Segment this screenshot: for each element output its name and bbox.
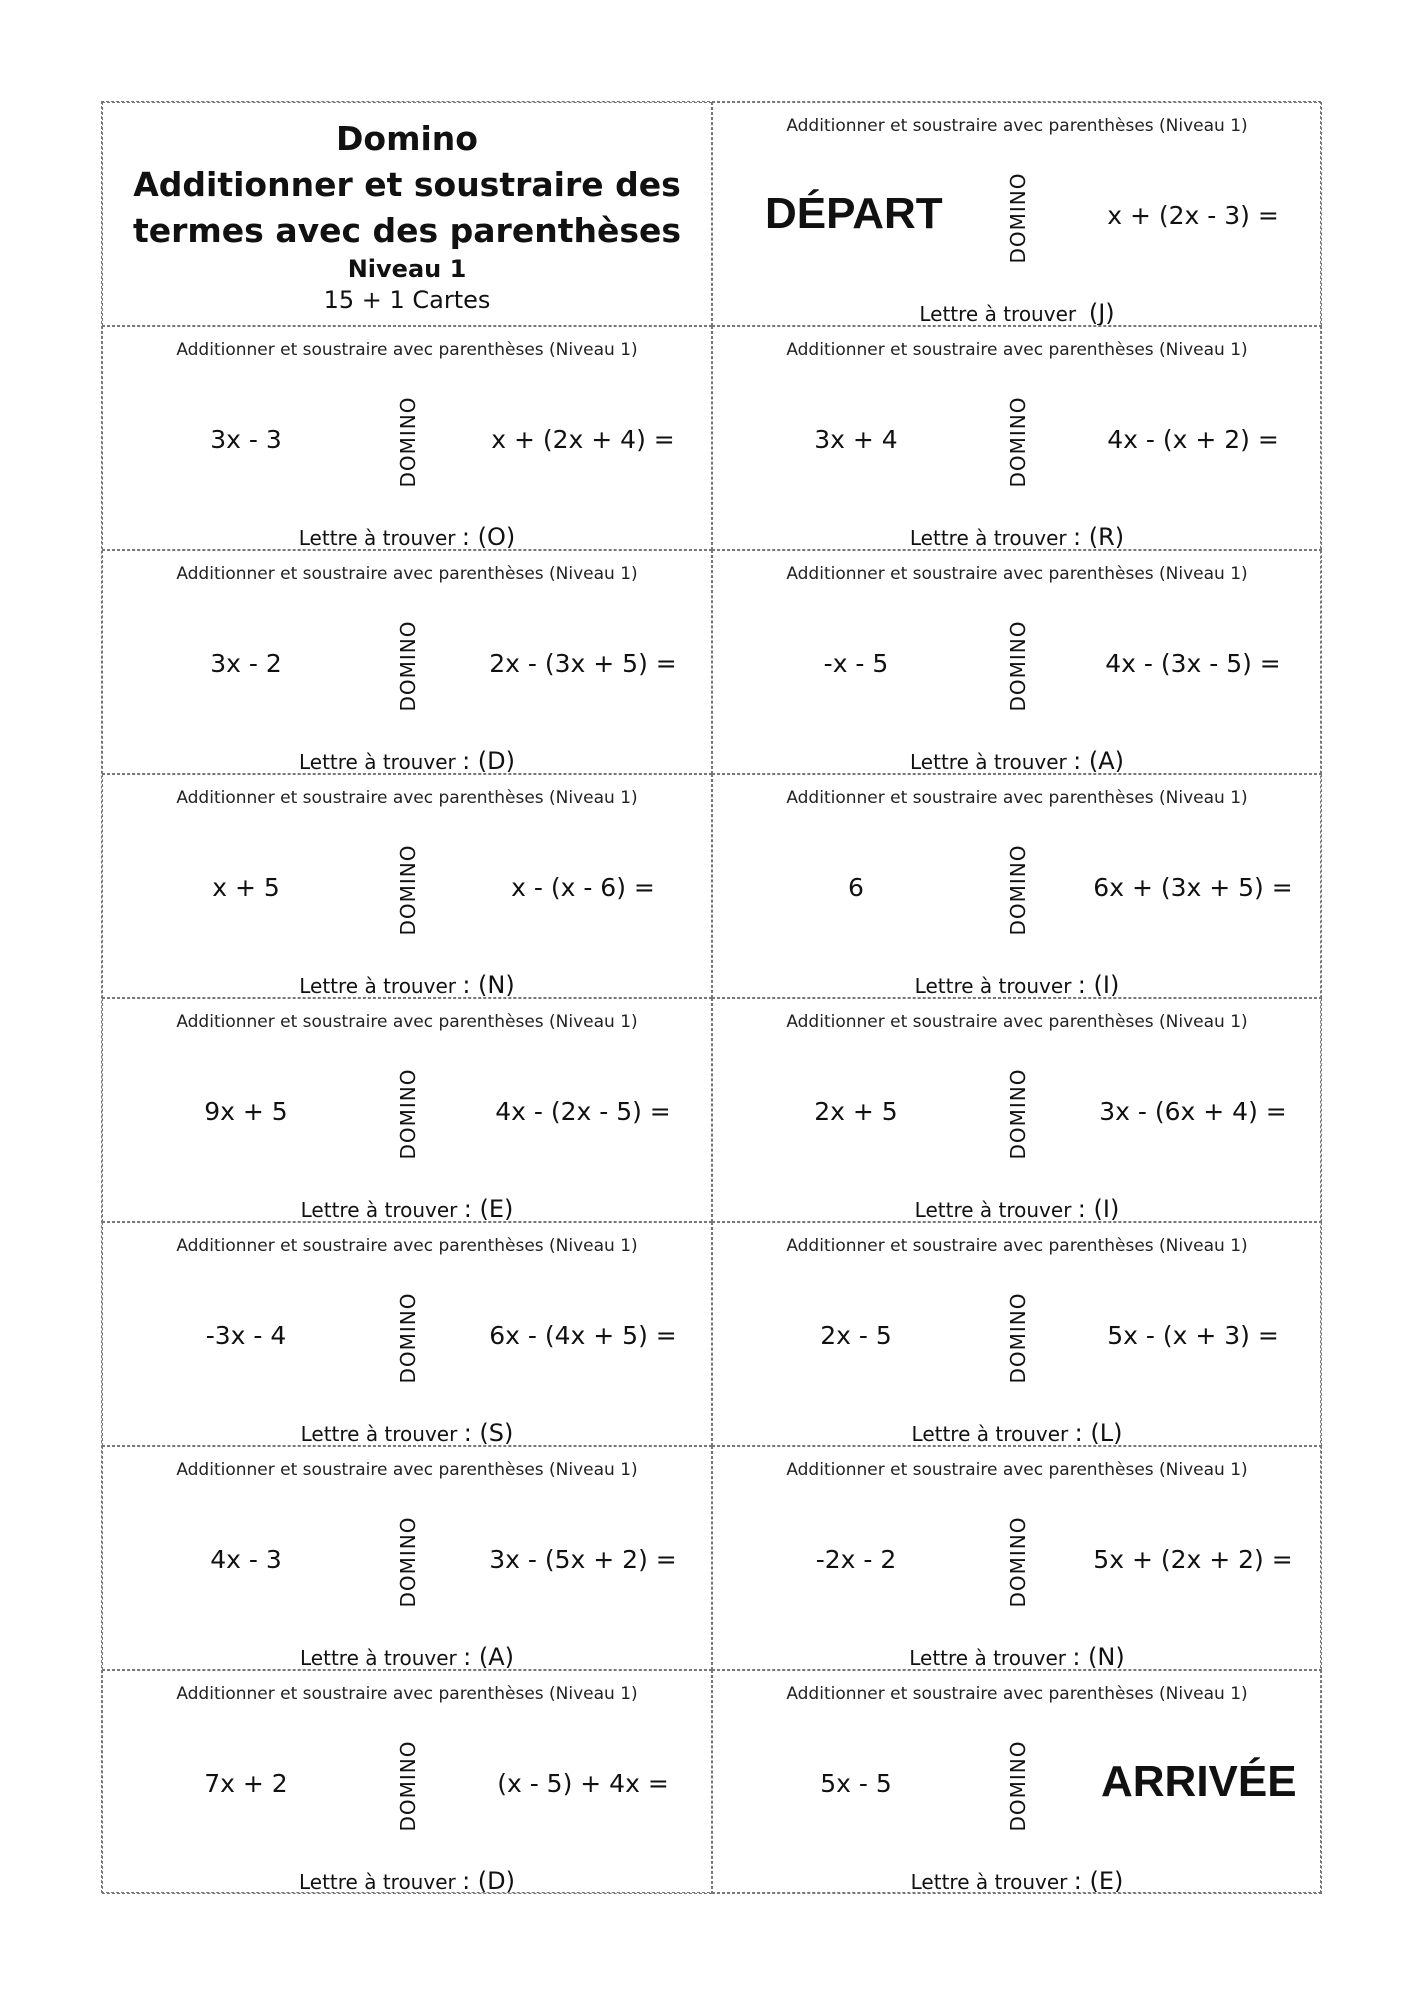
letter-prefix: Lettre à trouver bbox=[909, 526, 1067, 550]
card-question: 6x - (4x + 5) = bbox=[489, 1321, 677, 1350]
card-header: Additionner et soustraire avec parenthèses (Niveau 1) bbox=[786, 340, 1248, 360]
card-answer: x + 5 bbox=[212, 873, 280, 902]
letter-prefix: Lettre à trouver bbox=[911, 1422, 1069, 1446]
letter-code: : (I) bbox=[1077, 1195, 1120, 1222]
letter-code: : (E) bbox=[463, 1195, 514, 1222]
letter-code: : (D) bbox=[462, 747, 516, 774]
domino-label: DOMINO bbox=[1006, 620, 1030, 712]
letter-line bbox=[103, 1419, 711, 1446]
letter-prefix: Lettre à trouver bbox=[299, 974, 456, 998]
domino-label: DOMINO bbox=[396, 1292, 420, 1384]
card-header: Additionner et soustraire avec parenthèses (Niveau 1) bbox=[786, 1460, 1248, 1480]
letter-line bbox=[713, 1195, 1321, 1222]
domino-label: DOMINO bbox=[1006, 1068, 1030, 1160]
title-card bbox=[102, 102, 712, 326]
domino-card bbox=[712, 998, 1322, 1222]
card-answer: 2x - 5 bbox=[820, 1321, 892, 1350]
start-card bbox=[712, 102, 1322, 326]
card-answer: -2x - 2 bbox=[815, 1545, 897, 1574]
letter-prefix: Lettre à trouver bbox=[300, 1422, 458, 1446]
card-header: Additionner et soustraire avec parenthèses (Niveau 1) bbox=[176, 340, 638, 360]
card-header: Additionner et soustraire avec parenthèses (Niveau 1) bbox=[786, 116, 1248, 136]
card-question: (x - 5) + 4x = bbox=[497, 1769, 669, 1798]
title-line-1: Domino bbox=[336, 119, 478, 158]
card-header: Additionner et soustraire avec parenthèses (Niveau 1) bbox=[176, 1684, 638, 1704]
letter-line bbox=[103, 1195, 711, 1222]
letter-prefix: Lettre à trouver bbox=[914, 1198, 1072, 1222]
domino-card bbox=[102, 1222, 712, 1446]
card-header: Additionner et soustraire avec parenthèses (Niveau 1) bbox=[176, 788, 638, 808]
domino-label: DOMINO bbox=[1006, 1516, 1030, 1608]
letter-line bbox=[103, 747, 711, 774]
letter-prefix: Lettre à trouver bbox=[300, 1198, 458, 1222]
domino-card bbox=[712, 774, 1322, 998]
card-header: Additionner et soustraire avec parenthèses (Niveau 1) bbox=[176, 564, 638, 584]
letter-code: : (I) bbox=[1077, 971, 1120, 998]
card-header: Additionner et soustraire avec parenthèses (Niveau 1) bbox=[176, 1236, 638, 1256]
letter-prefix: Lettre à trouver bbox=[910, 750, 1067, 774]
card-question: 4x - (3x - 5) = bbox=[1105, 649, 1281, 678]
card-question: x - (x - 6) = bbox=[511, 873, 655, 902]
title-line-2: Additionner et soustraire des bbox=[133, 165, 681, 204]
domino-card bbox=[102, 1446, 712, 1670]
card-header: Additionner et soustraire avec parenthèses (Niveau 1) bbox=[176, 1012, 638, 1032]
card-question: 3x - (5x + 2) = bbox=[489, 1545, 677, 1574]
letter-line bbox=[713, 747, 1321, 774]
domino-label: DOMINO bbox=[1006, 1292, 1030, 1384]
letter-prefix: Lettre à trouver bbox=[298, 1870, 456, 1894]
card-question: 3x - (6x + 4) = bbox=[1099, 1097, 1287, 1126]
card-answer: 2x + 5 bbox=[814, 1097, 898, 1126]
card-header: Additionner et soustraire avec parenthèses (Niveau 1) bbox=[786, 788, 1248, 808]
card-answer: 3x + 4 bbox=[814, 425, 898, 454]
letter-line bbox=[713, 971, 1321, 998]
end-card bbox=[712, 1670, 1322, 1894]
card-answer: -3x - 4 bbox=[205, 1321, 287, 1350]
letter-prefix: Lettre à trouver bbox=[909, 1646, 1066, 1670]
card-header: Additionner et soustraire avec parenthèses (Niveau 1) bbox=[176, 1460, 638, 1480]
domino-label: DOMINO bbox=[396, 396, 420, 488]
card-question: 5x - (x + 3) = bbox=[1107, 1321, 1279, 1350]
card-question: x + (2x - 3) = bbox=[1107, 201, 1279, 230]
start-label: DÉPART bbox=[765, 189, 943, 238]
letter-line bbox=[713, 1419, 1321, 1446]
letter-code: : (A) bbox=[1073, 747, 1124, 774]
domino-card-sheet bbox=[101, 101, 1321, 1893]
letter-code: : (R) bbox=[1072, 523, 1125, 550]
domino-label: DOMINO bbox=[396, 1068, 420, 1160]
title-card-count: 15 + 1 Cartes bbox=[323, 286, 491, 314]
card-header: Additionner et soustraire avec parenthèses (Niveau 1) bbox=[786, 564, 1248, 584]
letter-prefix: Lettre à trouver bbox=[910, 1870, 1068, 1894]
card-header: Additionner et soustraire avec parenthèses (Niveau 1) bbox=[786, 1684, 1248, 1704]
letter-code: : (L) bbox=[1074, 1419, 1123, 1446]
card-answer: 3x - 3 bbox=[210, 425, 282, 454]
card-question: 6x + (3x + 5) = bbox=[1093, 873, 1293, 902]
letter-line bbox=[713, 1643, 1321, 1670]
card-header: Additionner et soustraire avec parenthèses (Niveau 1) bbox=[786, 1236, 1248, 1256]
domino-card bbox=[102, 1670, 712, 1894]
card-question: 2x - (3x + 5) = bbox=[489, 649, 677, 678]
card-answer: 3x - 2 bbox=[210, 649, 282, 678]
domino-label: DOMINO bbox=[1006, 1740, 1030, 1832]
card-answer: 5x - 5 bbox=[820, 1769, 892, 1798]
domino-label: DOMINO bbox=[396, 844, 420, 936]
domino-card bbox=[712, 1446, 1322, 1670]
letter-line bbox=[713, 299, 1321, 326]
title-line-3: termes avec des parenthèses bbox=[132, 211, 682, 250]
domino-card bbox=[712, 550, 1322, 774]
letter-prefix: Lettre à trouver bbox=[298, 526, 456, 550]
letter-prefix: Lettre à trouver bbox=[300, 1646, 457, 1670]
card-answer: 6 bbox=[848, 873, 864, 902]
domino-card bbox=[102, 998, 712, 1222]
letter-prefix: Lettre à trouver bbox=[298, 750, 456, 774]
letter-line bbox=[103, 1867, 711, 1894]
domino-card bbox=[712, 1222, 1322, 1446]
letter-line bbox=[103, 523, 711, 550]
card-answer: 7x + 2 bbox=[204, 1769, 288, 1798]
domino-label: DOMINO bbox=[396, 1740, 420, 1832]
letter-prefix: Lettre à trouver bbox=[914, 974, 1072, 998]
card-answer: 4x - 3 bbox=[210, 1545, 282, 1574]
domino-card bbox=[102, 774, 712, 998]
card-question: 5x + (2x + 2) = bbox=[1093, 1545, 1293, 1574]
domino-label: DOMINO bbox=[1006, 172, 1030, 264]
letter-line bbox=[713, 1867, 1321, 1894]
letter-code: : (N) bbox=[1072, 1643, 1125, 1670]
card-question: x + (2x + 4) = bbox=[491, 425, 675, 454]
letter-code: : (D) bbox=[462, 1867, 516, 1894]
letter-line bbox=[103, 1643, 711, 1670]
card-header: Additionner et soustraire avec parenthèses (Niveau 1) bbox=[786, 1012, 1248, 1032]
domino-label: DOMINO bbox=[1006, 844, 1030, 936]
letter-code: : (O) bbox=[461, 523, 516, 550]
end-label: ARRIVÉE bbox=[1101, 1757, 1297, 1806]
letter-code: : (E) bbox=[1073, 1867, 1124, 1894]
title-level: Niveau 1 bbox=[347, 255, 467, 283]
card-answer: 9x + 5 bbox=[204, 1097, 288, 1126]
letter-code: (J) bbox=[1088, 299, 1115, 326]
letter-line bbox=[713, 523, 1321, 550]
domino-label: DOMINO bbox=[1006, 396, 1030, 488]
domino-label: DOMINO bbox=[396, 1516, 420, 1608]
domino-card bbox=[712, 326, 1322, 550]
domino-label: DOMINO bbox=[396, 620, 420, 712]
letter-prefix: Lettre à trouver bbox=[919, 302, 1077, 326]
domino-card bbox=[102, 550, 712, 774]
domino-card bbox=[102, 326, 712, 550]
letter-line bbox=[103, 971, 711, 998]
letter-code: : (S) bbox=[463, 1419, 514, 1446]
letter-code: : (A) bbox=[463, 1643, 514, 1670]
card-answer: -x - 5 bbox=[823, 649, 889, 678]
card-question: 4x - (x + 2) = bbox=[1107, 425, 1279, 454]
card-question: 4x - (2x - 5) = bbox=[495, 1097, 671, 1126]
letter-code: : (N) bbox=[462, 971, 515, 998]
